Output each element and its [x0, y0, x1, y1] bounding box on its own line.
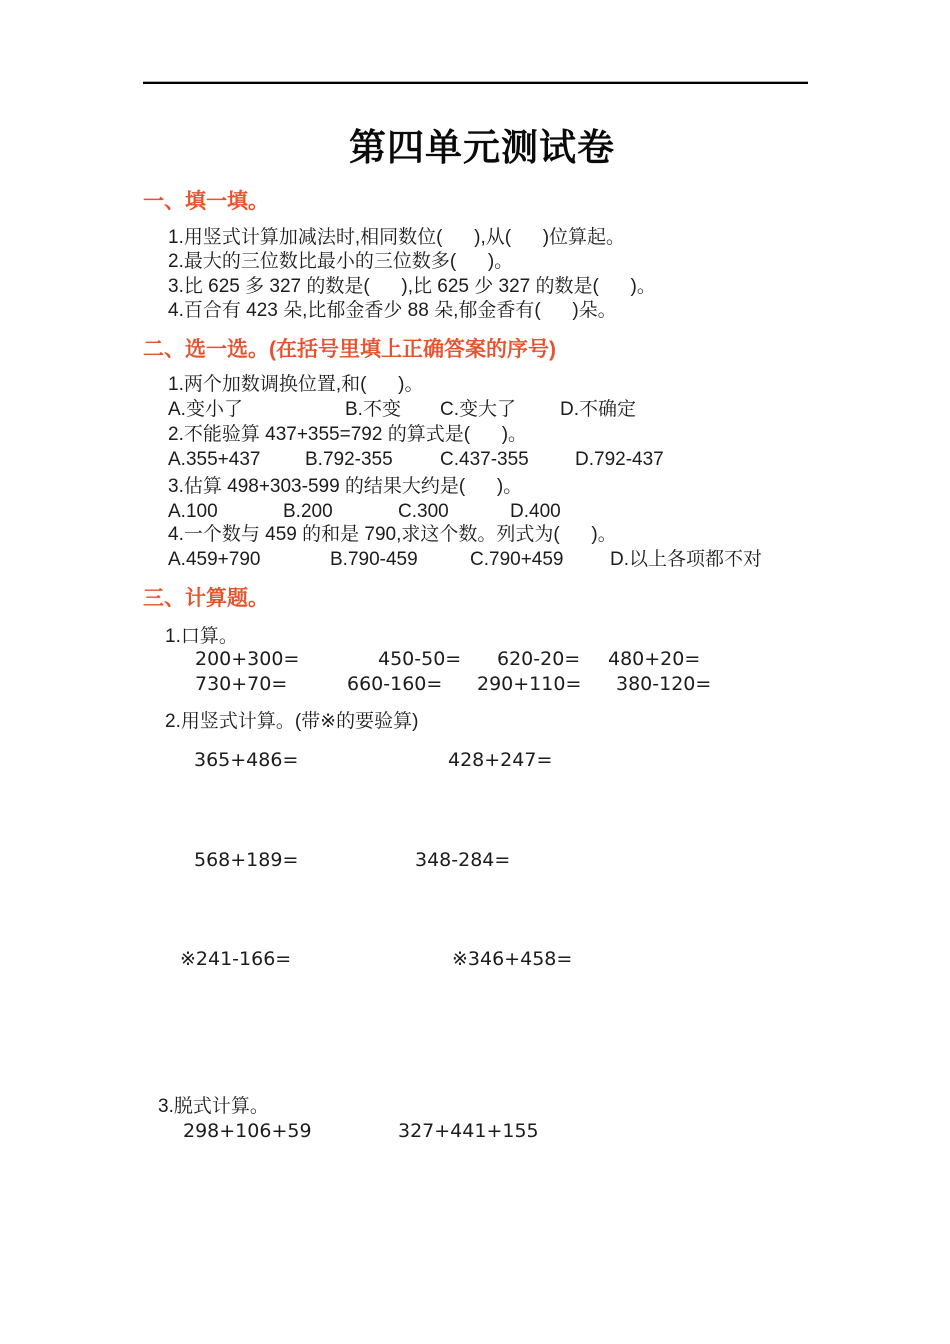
s2-q1-option-d: D.不确定 — [560, 399, 637, 420]
oral-expr-r2c2: 660-160= — [347, 673, 443, 695]
s1-item-1: 1.用竖式计算加减法时,相同数位( ),从( )位算起。 — [168, 227, 626, 248]
vertical-label: 2.用竖式计算。(带※的要验算) — [165, 711, 419, 732]
s2-q4-stem: 4.一个数与 459 的和是 790,求这个数。列式为( )。 — [168, 524, 617, 545]
oral-label: 1.口算。 — [165, 626, 238, 647]
s2-q1-option-a: A.变小了 — [168, 399, 243, 420]
oral-expr-r1c2: 450-50= — [378, 648, 462, 670]
page-title: 第四单元测试卷 — [349, 127, 615, 168]
oral-expr-r1c3: 620-20= — [497, 648, 581, 670]
section-2-heading: 二、选一选。(在括号里填上正确答案的序号) — [143, 338, 556, 361]
s2-q3-stem: 3.估算 498+303-599 的结果大约是( )。 — [168, 476, 523, 497]
s1-item-3: 3.比 625 多 327 的数是( ),比 625 少 327 的数是( )。 — [168, 276, 656, 297]
s1-item-2: 2.最大的三位数比最小的三位数多( )。 — [168, 251, 514, 272]
stepwise-expr-1: 298+106+59 — [183, 1120, 312, 1142]
s2-q4-option-c: C.790+459 — [470, 549, 564, 570]
s2-q2-option-c: C.437-355 — [440, 449, 529, 470]
vertical-expr-3b: ※346+458= — [452, 948, 573, 970]
s2-q4-option-d: D.以上各项都不对 — [610, 549, 763, 570]
s2-q2-option-b: B.792-355 — [305, 449, 393, 470]
s2-q4-option-a: A.459+790 — [168, 549, 261, 570]
top-rule — [143, 82, 808, 84]
vertical-expr-3a: ※241-166= — [180, 948, 292, 970]
s2-q1-option-c: C.变大了 — [440, 399, 517, 420]
vertical-expr-1b: 428+247= — [448, 749, 553, 771]
oral-expr-r1c4: 480+20= — [608, 648, 701, 670]
vertical-expr-2b: 348-284= — [415, 849, 511, 871]
vertical-expr-2a: 568+189= — [194, 849, 299, 871]
oral-expr-r2c4: 380-120= — [616, 673, 712, 695]
section-3-heading: 三、计算题。 — [143, 587, 269, 610]
s1-item-4: 4.百合有 423 朵,比郁金香少 88 朵,郁金香有( )朵。 — [168, 300, 617, 321]
s2-q3-option-b: B.200 — [283, 501, 333, 522]
s2-q3-option-a: A.100 — [168, 501, 218, 522]
s2-q1-stem: 1.两个加数调换位置,和( )。 — [168, 374, 424, 395]
s2-q3-option-c: C.300 — [398, 501, 449, 522]
s2-q3-option-d: D.400 — [510, 501, 561, 522]
section-1-heading: 一、填一填。 — [143, 190, 269, 213]
vertical-expr-1a: 365+486= — [194, 749, 299, 771]
s2-q4-option-b: B.790-459 — [330, 549, 418, 570]
s2-q2-option-d: D.792-437 — [575, 449, 664, 470]
stepwise-expr-2: 327+441+155 — [398, 1120, 539, 1142]
s2-q2-stem: 2.不能验算 437+355=792 的算式是( )。 — [168, 424, 528, 445]
oral-expr-r1c1: 200+300= — [195, 648, 300, 670]
oral-expr-r2c3: 290+110= — [477, 673, 582, 695]
stepwise-label: 3.脱式计算。 — [158, 1096, 269, 1117]
oral-expr-r2c1: 730+70= — [195, 673, 288, 695]
s2-q1-option-b: B.不变 — [345, 399, 401, 420]
s2-q2-option-a: A.355+437 — [168, 449, 261, 470]
